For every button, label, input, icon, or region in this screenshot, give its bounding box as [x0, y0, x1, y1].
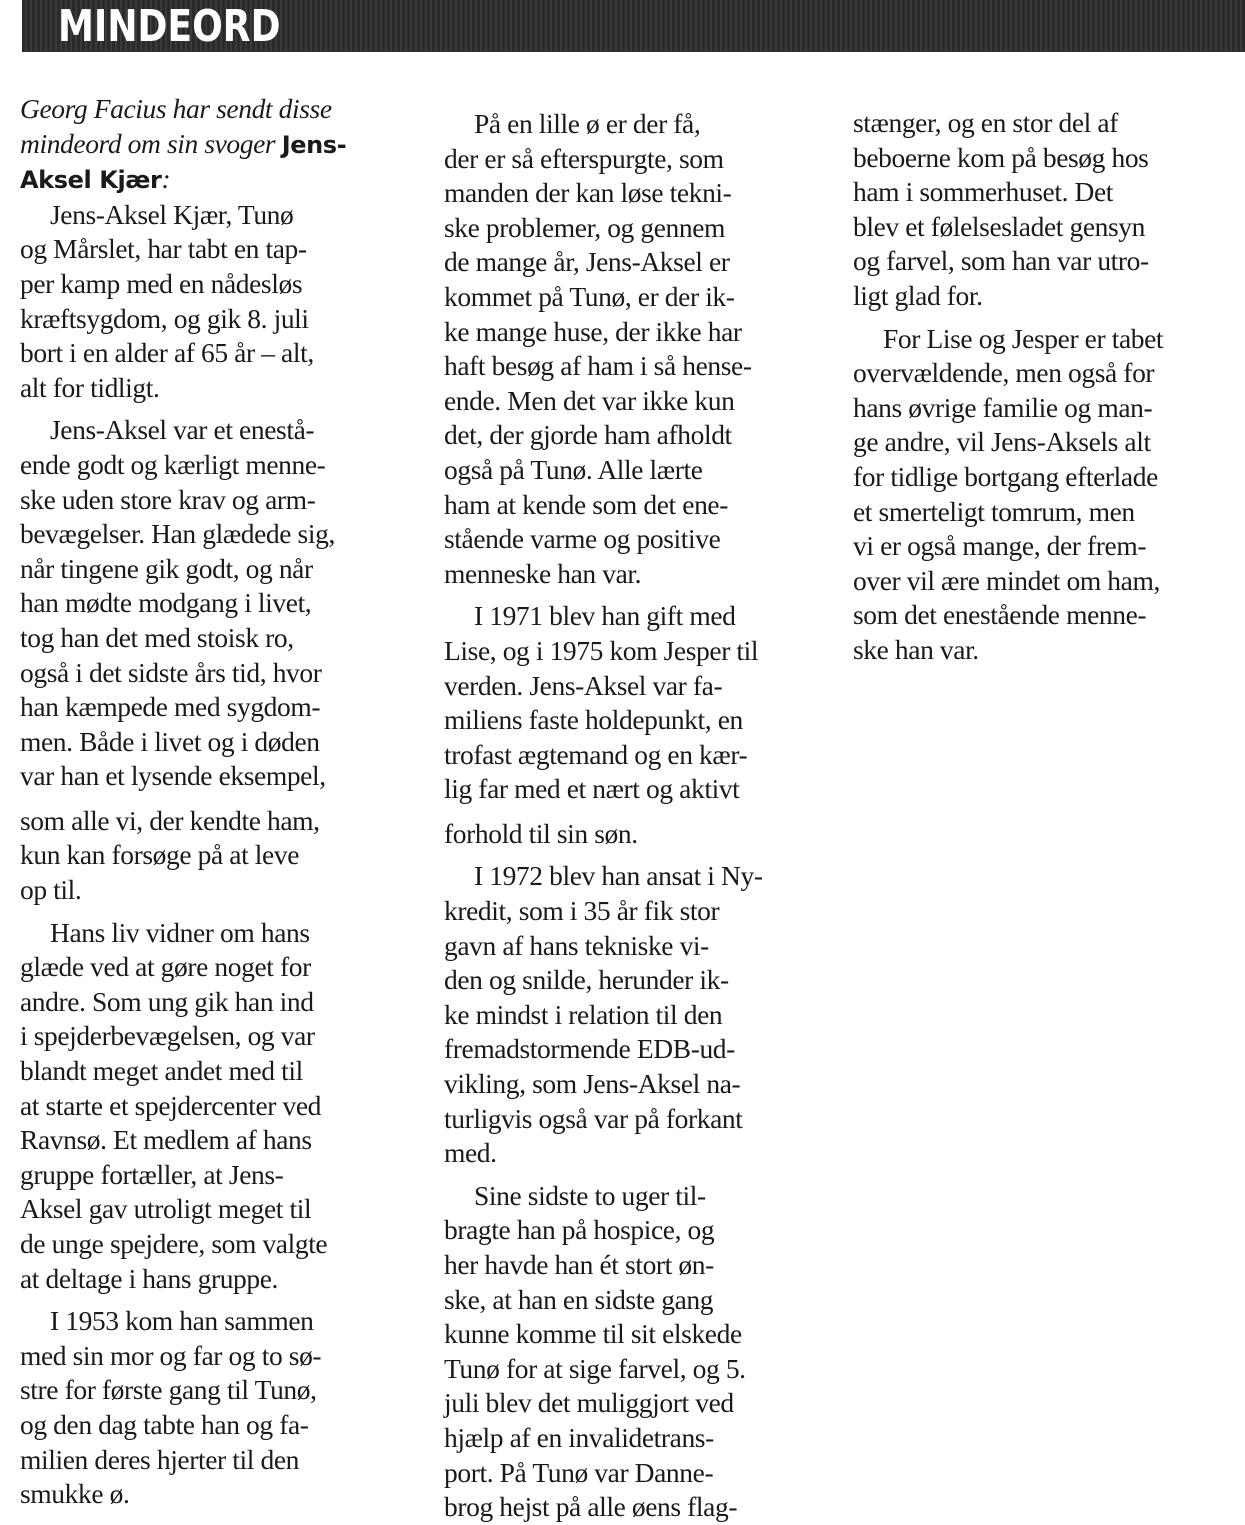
article-text-line: og farvel, som han var utro-	[853, 245, 1149, 277]
article-text-line: som det enestående menne-	[853, 599, 1147, 631]
article-text-line: her havde han ét stort øn-	[444, 1249, 714, 1280]
article-text-line: På en lille ø er der få,	[474, 108, 701, 139]
article-text-line: stænger, og en stor del af	[853, 107, 1118, 138]
article-text-line: I 1972 blev han ansat i Ny-	[474, 860, 763, 892]
article-text-line: kun kan forsøge på at leve	[20, 839, 300, 871]
intro-line: Georg Facius har sendt disse	[20, 93, 332, 124]
article-text-line: lig far med et nært og aktivt	[444, 773, 740, 805]
article-text-line: menneske han var.	[444, 557, 642, 589]
article-column-3	[853, 106, 1243, 668]
article-text-line: også i det sidste års tid, hvor	[20, 656, 322, 688]
article-text-line: For Lise og Jesper er tabet	[883, 322, 1164, 354]
article-text-line: kræftsygdom, og gik 8. juli	[20, 302, 309, 334]
article-text-line: ske uden store krav og arm-	[20, 483, 316, 515]
article-text-line: med.	[444, 1137, 497, 1169]
article-text-line: Tunø for at sige farvel, og 5.	[444, 1352, 746, 1384]
article-text-line: verden. Jens-Aksel var fa-	[444, 669, 723, 701]
article-text-line: milien deres hjerter til den	[20, 1443, 299, 1475]
article-text-line: bort i en alder af 65 år – alt,	[20, 337, 314, 369]
article-text-line: fremadstormende EDB-ud-	[444, 1033, 735, 1065]
article-text-line: Hans liv vidner om hans	[50, 916, 310, 948]
article-text-line: og den dag tabte han og fa-	[20, 1408, 309, 1440]
article-text-line: vi er også mange, der frem-	[853, 530, 1147, 562]
article-text-line: Jens-Aksel Kjær, Tunø	[50, 198, 294, 230]
article-text-line: smukke ø.	[20, 1478, 130, 1510]
article-text-line: Lise, og i 1975 kom Jesper til	[444, 634, 759, 666]
article-text-line: Sine sidste to uger til-	[474, 1179, 706, 1211]
article-text-line: Jens-Aksel var et enestå-	[50, 414, 315, 446]
article-text-line: han mødte modgang i livet,	[20, 587, 312, 619]
intro-text: :	[161, 163, 171, 195]
article-text-line: det, der gjorde ham afholdt	[444, 419, 732, 451]
article-text-line: der er så efterspurgte, som	[444, 142, 724, 174]
article-text-line: kommet på Tunø, er der ik-	[444, 280, 735, 312]
article-text-line: ligt glad for.	[853, 279, 983, 311]
article-text-line: ske problemer, og gennem	[444, 211, 726, 243]
article-column-2	[444, 107, 834, 1525]
article-text-line: at deltage i hans gruppe.	[20, 1262, 279, 1294]
article-text-line: miliens faste holdepunkt, en	[444, 704, 743, 736]
article-text-line: ham at kende som det ene-	[444, 488, 728, 520]
article-text-line: kredit, som i 35 år fik stor	[444, 895, 720, 927]
article-text-line: de unge spejdere, som valgte	[20, 1228, 328, 1259]
article-text-line: for tidlige bortgang efterlade	[853, 460, 1158, 492]
article-text-line: Ravnsø. Et medlem af hans	[20, 1124, 312, 1156]
intro-text: mindeord om sin svoger	[20, 127, 282, 159]
article-text-line: med sin mor og far og to sø-	[20, 1339, 322, 1371]
article-text-line: tog han det med stoisk ro,	[20, 621, 294, 653]
subject-name: Aksel Kjær	[20, 166, 162, 195]
article-text-line: blev et følelsesladet gensyn	[853, 210, 1145, 242]
article-text-line: de mange år, Jens-Aksel er	[444, 246, 730, 278]
article-text-line: var han et lysende eksempel,	[20, 760, 326, 792]
article-text-line: overvældende, men også for	[853, 357, 1155, 389]
article-text-line: og Mårslet, har tabt en tap-	[20, 233, 307, 265]
intro-line	[20, 162, 410, 198]
article-intro	[20, 92, 410, 198]
article-text-line: han kæmpede med sygdom-	[20, 691, 321, 723]
article-text-line: stående varme og positive	[444, 523, 721, 555]
article-text-line: gruppe fortæller, at Jens-	[20, 1158, 284, 1190]
article-text-line: per kamp med en nådesløs	[20, 267, 303, 299]
article-text-line: når tingene gik godt, og når	[20, 552, 313, 584]
article-text-line: op til.	[20, 874, 82, 906]
article-text-line: brog hejst på alle øens flag-	[444, 1491, 738, 1523]
article-text-line: manden der kan løse tekni-	[444, 177, 732, 209]
article-text-line: juli blev det muliggjort ved	[444, 1387, 734, 1419]
section-title: MINDEORD	[58, 1, 281, 52]
article-text-line: port. På Tunø var Danne-	[444, 1456, 714, 1488]
article-text-line: ske, at han en sidste gang	[444, 1283, 714, 1315]
article-text-line: ske han var.	[853, 633, 979, 665]
article-text-line: et smerteligt tomrum, men	[853, 495, 1135, 527]
article-text-line: ende godt og kærligt menne-	[20, 448, 326, 480]
article-column-1	[20, 92, 410, 1512]
article-text-line: blandt meget andet med til	[20, 1055, 303, 1087]
article-text-line: også på Tunø. Alle lærte	[444, 453, 703, 485]
article-text-line: ham i sommerhuset. Det	[853, 176, 1114, 208]
article-text-line: gavn af hans tekniske vi-	[444, 929, 709, 961]
article-text-line: ke mindst i relation til den	[444, 998, 723, 1030]
article-text-line: forhold til sin søn.	[444, 817, 638, 849]
article-text-line: over vil ære mindet om ham,	[853, 564, 1160, 596]
article-text-line: bevægelser. Han glædede sig,	[20, 518, 335, 550]
article-text-line: men. Både i livet og i døden	[20, 725, 320, 757]
intro-line	[20, 127, 410, 163]
article-text-line: stre for første gang til Tunø,	[20, 1374, 317, 1406]
article-text-line: ge andre, vil Jens-Aksels alt	[853, 426, 1151, 458]
article-text-line: turligvis også var på forkant	[444, 1102, 743, 1134]
article-text-line: I 1971 blev han gift med	[474, 600, 736, 632]
section-header-bar	[22, 0, 1245, 52]
article-text-line: hjælp af en invalidetrans-	[444, 1421, 714, 1453]
article-text-line: ende. Men det var ikke kun	[444, 384, 735, 416]
article-text-line: hans øvrige familie og man-	[853, 391, 1153, 423]
article-text-line: kunne komme til sit elskede	[444, 1318, 742, 1350]
article-text-line: andre. Som ung gik han ind	[20, 985, 314, 1017]
article-text-line: alt for tidligt.	[20, 371, 160, 403]
article-text-line: som alle vi, der kendte ham,	[20, 804, 320, 836]
article-text-line: I 1953 kom han sammen	[50, 1305, 314, 1337]
article-text-line: den og snilde, herunder ik-	[444, 964, 729, 996]
article-text-line: glæde ved at gøre noget for	[20, 951, 311, 983]
subject-name: Jens-	[281, 130, 347, 159]
article-text-line: at starte et spejdercenter ved	[20, 1089, 322, 1121]
article-text-line: haft besøg af ham i så hense-	[444, 350, 752, 382]
article-text-line: bragte han på hospice, og	[444, 1214, 715, 1246]
article-text-line: i spejderbevægelsen, og var	[20, 1020, 315, 1052]
article-text-line: Aksel gav utroligt meget til	[20, 1193, 312, 1225]
article-text-line: trofast ægtemand og en kær-	[444, 738, 748, 770]
article-text-line: vikling, som Jens-Aksel na-	[444, 1068, 741, 1100]
article-text-line: beboerne kom på besøg hos	[853, 141, 1149, 173]
article-text-line: ke mange huse, der ikke har	[444, 315, 742, 347]
